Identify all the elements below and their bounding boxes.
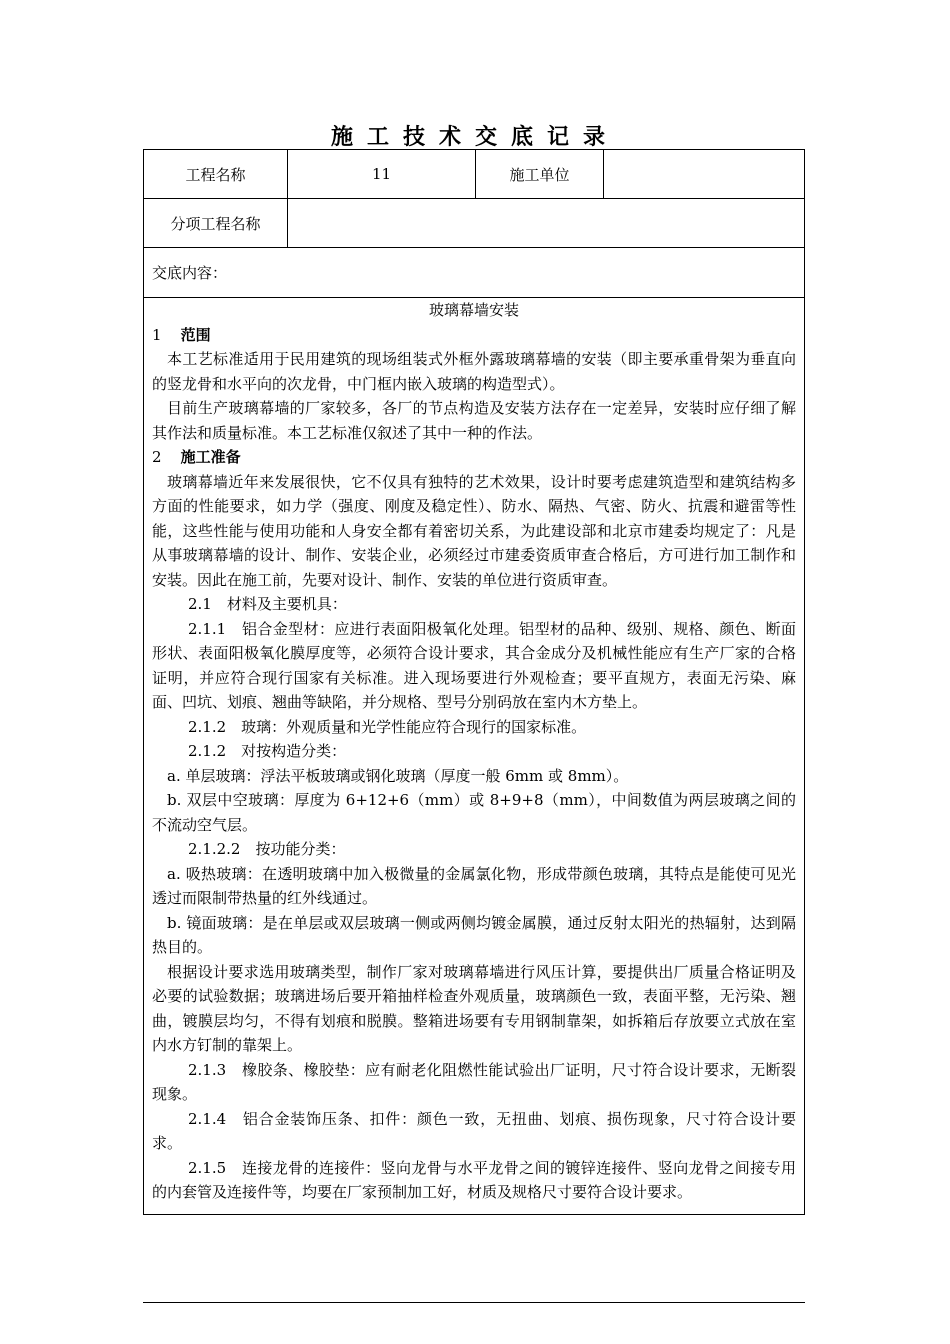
content-heading: 玻璃幕墙安装: [428, 301, 519, 319]
section-2-heading: [152, 445, 796, 470]
record-form: [143, 149, 805, 1215]
sub-project-label: 分项工程名称: [144, 199, 288, 247]
section-number: 1: [152, 325, 162, 344]
paragraph: 玻璃幕墙近年来发展很快，它不仅具有独特的艺术效果，设计时要考虑建筑造型和建筑结构多方面的性能要求，如力学（强度、刚度及稳定性）、防水、隔热、气密、防火、抗震和避雷等性能，这些性能与使用功能和人身安全都有着密切关系，为此建设部和北京市建委均规定了：凡是从事玻璃幕墙的设计、制作、安装企业，必须经过市建委资质审查合格后，方可进行加工制作和安装。因此在施工前，先要对设计、制作、安装的单位进行资质审查。: [152, 472, 796, 589]
paragraph: 2.1.4 铝合金装饰压条、扣件：颜色一致，无扭曲、划痕、损伤现象，尺寸符合设计要求。: [152, 1109, 796, 1152]
section-title: 施工准备: [180, 448, 241, 466]
project-name-label: 工程名称: [144, 150, 288, 198]
list-item: b. 镜面玻璃：是在单层或双层玻璃一侧或两侧均镀金属膜，通过反射太阳光的热辐射，达到隔热目的。: [152, 913, 796, 956]
form-row-project: [144, 150, 804, 199]
list-item: b. 双层中空玻璃：厚度为 6+12+6（mm）或 8+9+8（mm），中间数值为两层玻璃之间的不流动空气层。: [152, 791, 796, 834]
sub-project-value: [288, 199, 804, 247]
construction-unit-value: [604, 150, 804, 198]
paragraph: 2.1.2 对按构造分类：: [188, 742, 347, 760]
paragraph: 目前生产玻璃幕墙的厂家较多，各厂的节点构造及安装方法存在一定差异，安装时应仔细了解其作法和质量标准。本工艺标准仅叙述了其中一种的作法。: [152, 399, 796, 442]
paragraph: 根据设计要求选用玻璃类型，制作厂家对玻璃幕墙进行风压计算，要提供出厂质量合格证明及必要的试验数据；玻璃进场后要开箱抽样检查外观质量，玻璃颜色一致，表面平整，无污染、翘曲，镀膜层均匀，不得有划痕和脱膜。整箱进场要有专用钢制靠架，如拆箱后存放要立式放在室内水方钉制的靠架上。: [152, 962, 796, 1054]
paragraph: 2.1.3 橡胶条、橡胶垫：应有耐老化阻燃性能试验出厂证明，尺寸符合设计要求，无断裂现象。: [152, 1060, 796, 1103]
paragraph: 本工艺标准适用于民用建筑的现场组装式外框外露玻璃幕墙的安装（即主要承重骨架为垂直向的竖龙骨和水平向的次龙骨，中门框内嵌入玻璃的构造型式）。: [152, 350, 796, 393]
section-1-heading: [152, 323, 796, 348]
paragraph: 2.1.2 玻璃：外观质量和光学性能应符合现行的国家标准。: [188, 717, 587, 736]
list-item: a. 单层玻璃：浮法平板玻璃或钢化玻璃（厚度一般 6mm 或 8mm）。: [167, 766, 629, 785]
construction-unit-label: 施工单位: [476, 150, 604, 198]
disclosure-content: [144, 298, 804, 1205]
subsection-heading: 2.1 材料及主要机具：: [188, 595, 347, 613]
paragraph: 2.1.2.2 按功能分类：: [188, 840, 346, 858]
paragraph: 2.1.1 铝合金型材：应进行表面阳极氧化处理。铝型材的品种、级别、规格、颜色、断面形状、表面阳极氧化膜厚度等，必须符合设计要求，其合金成分及机械性能应有生产厂家的合格证明，并应符合现行国家有关标准。进入现场要进行外观检查；要平直规方，表面无污染、麻面、凹坑、划痕、翘曲等缺陷，并分规格、型号分别码放在室内木方垫上。: [152, 619, 796, 711]
section-number: 2: [152, 448, 162, 466]
project-name-value: 11: [288, 150, 476, 198]
page-title: 施工技术交底记录: [330, 125, 619, 150]
paragraph: 2.1.5 连接龙骨的连接件：竖向龙骨与水平龙骨之间的镀锌连接件、竖向龙骨之间接专用的内套管及连接件等，均要在厂家预制加工好，材质及规格尺寸要符合设计要求。: [152, 1158, 796, 1201]
form-row-subproject: [144, 199, 804, 248]
content-label: 交底内容：: [152, 264, 228, 282]
section-title: 范围: [180, 325, 211, 344]
form-row-content-label: [144, 248, 804, 298]
footer-rule: [143, 1302, 805, 1303]
list-item: a. 吸热玻璃：在透明玻璃中加入极微量的金属氯化物，形成带颜色玻璃，其特点是能使可见光透过而限制带热量的红外线通过。: [152, 864, 796, 907]
